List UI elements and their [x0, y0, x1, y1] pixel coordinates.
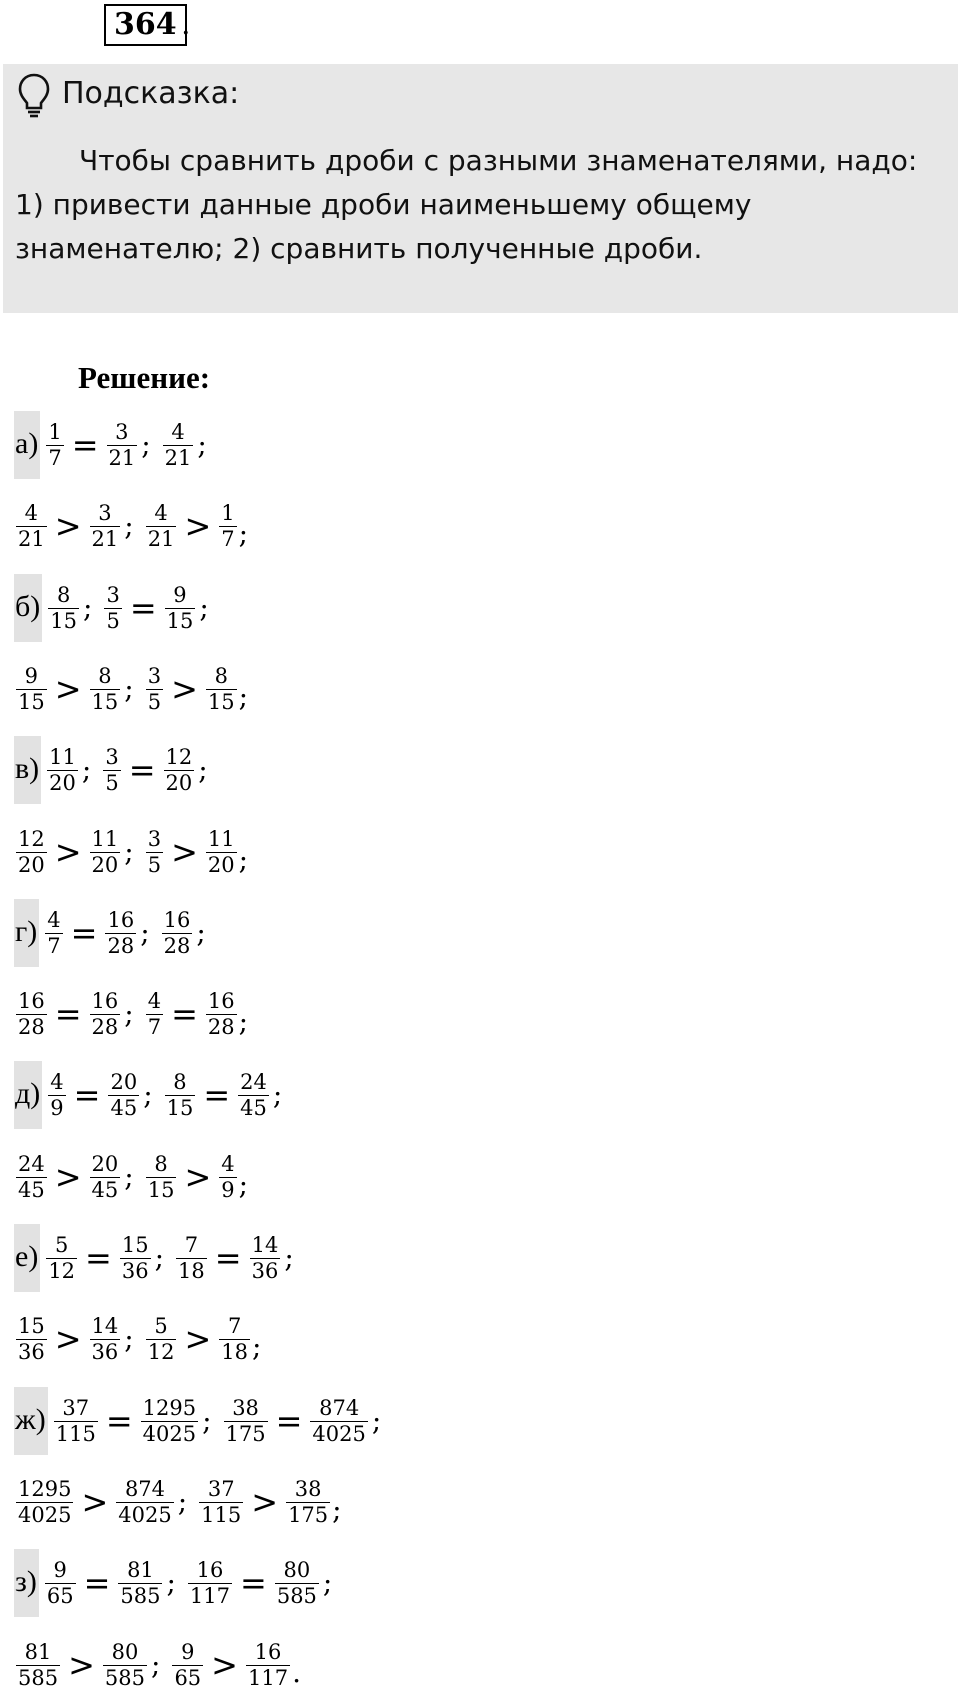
solution-row — [14, 1137, 258, 1217]
denominator: 5 — [106, 608, 120, 633]
fraction — [165, 1070, 196, 1121]
denominator: 7 — [48, 445, 62, 470]
numerator: 7 — [184, 1232, 199, 1257]
numerator: 37 — [207, 1476, 235, 1501]
separator: ; — [124, 997, 134, 1030]
denominator: 21 — [164, 445, 192, 470]
numerator: 9 — [173, 582, 187, 607]
numerator: 1 — [48, 419, 62, 444]
fraction — [275, 1558, 319, 1609]
solution-row — [14, 1299, 271, 1379]
end-punctuation: ; — [238, 680, 249, 713]
separator: ; — [284, 1241, 294, 1274]
numerator: 874 — [319, 1395, 360, 1420]
separator: ; — [198, 753, 208, 786]
item-letter: в) — [14, 736, 41, 804]
numerator: 1295 — [18, 1476, 72, 1501]
fraction — [90, 827, 121, 878]
denominator: 28 — [163, 933, 191, 958]
operator: > — [68, 1646, 95, 1684]
numerator: 37 — [62, 1395, 90, 1420]
denominator: 7 — [47, 933, 61, 958]
fraction — [16, 1477, 73, 1528]
fraction — [118, 1558, 162, 1609]
denominator: 5 — [147, 852, 162, 877]
fraction — [90, 1152, 121, 1203]
fraction — [146, 501, 177, 552]
denominator: 4025 — [142, 1421, 197, 1446]
fraction — [116, 1477, 173, 1528]
solution-row — [14, 1055, 292, 1135]
denominator: 45 — [110, 1095, 138, 1120]
operator: > — [171, 670, 198, 708]
denominator: 45 — [91, 1177, 119, 1202]
numerator: 9 — [53, 1557, 67, 1582]
item-letter: г) — [14, 899, 39, 967]
separator: ; — [124, 672, 134, 705]
fraction — [108, 1070, 139, 1121]
hint-line-3: знаменателю; 2) сравнить полученные дроби. — [15, 232, 703, 265]
fraction — [16, 501, 47, 552]
denominator: 28 — [107, 933, 135, 958]
denominator: 4025 — [18, 1502, 72, 1527]
denominator: 18 — [221, 1339, 248, 1364]
operator: > — [54, 833, 82, 871]
operator: > — [184, 1158, 212, 1196]
denominator: 12 — [147, 1339, 175, 1364]
numerator: 4 — [47, 907, 61, 932]
item-letter: а) — [14, 411, 40, 479]
numerator: 20 — [91, 1151, 119, 1176]
numerator: 7 — [227, 1313, 242, 1338]
solution-row — [14, 1218, 304, 1298]
fraction — [90, 664, 121, 715]
numerator: 12 — [165, 744, 193, 769]
numerator: 8 — [56, 582, 71, 607]
denominator: 15 — [91, 689, 119, 714]
separator: ; — [124, 1160, 134, 1193]
denominator: 585 — [18, 1665, 59, 1690]
numerator: 16 — [196, 1557, 224, 1582]
numerator: 16 — [18, 988, 45, 1013]
separator: ; — [322, 1566, 333, 1599]
denominator: 175 — [225, 1421, 266, 1446]
fraction — [90, 989, 121, 1040]
numerator: 5 — [54, 1232, 69, 1257]
fraction — [90, 1314, 121, 1365]
end-punctuation: ; — [332, 1493, 342, 1526]
fraction — [206, 827, 237, 878]
fraction — [176, 1233, 207, 1284]
operator: = — [203, 1076, 231, 1114]
numerator: 14 — [251, 1232, 279, 1257]
operator: = — [214, 1239, 242, 1277]
hint-line-2: 1) привести данные дроби наименьшему общему — [15, 188, 752, 221]
denominator: 20 — [165, 770, 193, 795]
solution-row — [14, 812, 258, 892]
solution-row — [14, 1625, 311, 1705]
operator: = — [54, 995, 82, 1033]
fraction — [164, 745, 195, 796]
fraction — [48, 583, 79, 634]
denominator: 36 — [251, 1258, 279, 1283]
numerator: 81 — [24, 1639, 52, 1664]
fraction — [146, 1152, 177, 1203]
numerator: 38 — [232, 1395, 259, 1420]
separator: ; — [199, 591, 209, 624]
denominator: 45 — [240, 1095, 267, 1120]
task-number-dot: . — [181, 7, 191, 42]
numerator: 4 — [24, 500, 39, 525]
denominator: 21 — [18, 526, 45, 551]
fraction — [90, 501, 121, 552]
solution-row — [14, 568, 219, 648]
denominator: 65 — [174, 1665, 202, 1690]
denominator: 15 — [50, 608, 77, 633]
numerator: 9 — [24, 663, 39, 688]
solution-row — [14, 1462, 352, 1542]
fraction — [199, 1477, 243, 1528]
fraction — [16, 1152, 47, 1203]
operator: = — [70, 914, 98, 952]
numerator: 16 — [107, 907, 135, 932]
numerator: 4 — [50, 1069, 64, 1094]
numerator: 24 — [240, 1069, 267, 1094]
denominator: 21 — [91, 526, 119, 551]
fraction — [45, 1558, 76, 1609]
fraction — [103, 1640, 147, 1691]
item-letter: б) — [14, 574, 42, 642]
numerator: 3 — [105, 744, 119, 769]
separator: ; — [202, 1404, 212, 1437]
denominator: 175 — [288, 1502, 329, 1527]
separator: ; — [371, 1404, 382, 1437]
denominator: 115 — [201, 1502, 242, 1527]
solution-title: Решение: — [78, 360, 211, 395]
fraction — [46, 420, 63, 471]
hint-title: Подсказка: — [62, 76, 240, 111]
numerator: 16 — [207, 988, 235, 1013]
denominator: 36 — [91, 1339, 119, 1364]
end-punctuation: ; — [238, 1005, 249, 1038]
hint-text — [15, 139, 955, 271]
numerator: 80 — [283, 1557, 311, 1582]
operator: > — [54, 507, 82, 545]
operator: = — [83, 1564, 111, 1602]
denominator: 20 — [18, 852, 45, 877]
fraction — [103, 745, 120, 796]
numerator: 8 — [173, 1069, 187, 1094]
numerator: 16 — [163, 907, 191, 932]
fraction — [188, 1558, 232, 1609]
numerator: 12 — [18, 826, 45, 851]
numerator: 8 — [214, 663, 228, 688]
fraction — [54, 1396, 98, 1447]
denominator: 20 — [207, 852, 235, 877]
denominator: 65 — [46, 1583, 74, 1608]
separator: ; — [197, 428, 207, 461]
fraction — [16, 827, 47, 878]
separator: ; — [124, 509, 134, 542]
lightbulb-icon — [17, 72, 51, 120]
fraction — [120, 1233, 151, 1284]
numerator: 11 — [91, 826, 119, 851]
denominator: 15 — [207, 689, 235, 714]
hint-panel — [3, 64, 958, 313]
separator: ; — [124, 835, 134, 868]
numerator: 3 — [115, 419, 129, 444]
numerator: 15 — [121, 1232, 149, 1257]
numerator: 4 — [154, 500, 168, 525]
numerator: 8 — [154, 1151, 168, 1176]
fraction — [16, 1314, 47, 1365]
numerator: 15 — [18, 1313, 45, 1338]
fraction — [165, 583, 196, 634]
fraction — [146, 827, 163, 878]
numerator: 4 — [147, 988, 162, 1013]
denominator: 21 — [147, 526, 175, 551]
end-punctuation: ; — [238, 843, 249, 876]
numerator: 3 — [106, 582, 120, 607]
numerator: 20 — [110, 1069, 138, 1094]
fraction — [238, 1070, 269, 1121]
denominator: 15 — [166, 1095, 194, 1120]
denominator: 36 — [18, 1339, 45, 1364]
denominator: 7 — [147, 1014, 162, 1039]
fraction — [219, 1314, 250, 1365]
numerator: 11 — [207, 826, 235, 851]
denominator: 20 — [91, 852, 119, 877]
denominator: 115 — [55, 1421, 96, 1446]
denominator: 15 — [147, 1177, 175, 1202]
denominator: 21 — [108, 445, 136, 470]
separator: ; — [177, 1485, 188, 1518]
item-letter: ж) — [14, 1387, 48, 1455]
operator: = — [128, 751, 156, 789]
fraction — [219, 501, 236, 552]
fraction — [16, 989, 47, 1040]
numerator: 874 — [124, 1476, 166, 1501]
denominator: 585 — [276, 1583, 317, 1608]
operator: = — [240, 1564, 267, 1602]
denominator: 4025 — [118, 1502, 172, 1527]
hint-line-1: Чтобы сравнить дроби с разными знаменателями, надо: — [79, 144, 918, 177]
denominator: 12 — [48, 1258, 76, 1283]
fraction — [107, 420, 138, 471]
fraction — [146, 1314, 177, 1365]
denominator: 45 — [18, 1177, 45, 1202]
denominator: 18 — [178, 1258, 205, 1283]
operator: > — [54, 670, 82, 708]
operator: = — [71, 426, 99, 464]
denominator: 9 — [221, 1177, 235, 1202]
separator: ; — [154, 1241, 165, 1274]
denominator: 28 — [91, 1014, 119, 1039]
solution-row — [14, 893, 216, 973]
solution-row — [14, 730, 218, 810]
operator: > — [171, 833, 198, 871]
numerator: 38 — [294, 1476, 322, 1501]
denominator: 117 — [189, 1583, 231, 1608]
task-number: 364 — [104, 4, 187, 46]
end-punctuation: . — [292, 1656, 301, 1689]
operator: > — [211, 1646, 238, 1684]
operator: > — [54, 1158, 82, 1196]
operator: > — [81, 1483, 109, 1521]
numerator: 11 — [49, 744, 76, 769]
fraction — [163, 420, 194, 471]
fraction — [172, 1640, 203, 1691]
fraction — [47, 745, 78, 796]
separator: ; — [166, 1566, 176, 1599]
separator: ; — [140, 916, 150, 949]
separator: ; — [141, 428, 151, 461]
numerator: 4 — [171, 419, 185, 444]
operator: = — [275, 1402, 303, 1440]
end-punctuation: ; — [238, 517, 249, 550]
fraction — [219, 1152, 236, 1203]
operator: = — [129, 589, 157, 627]
numerator: 3 — [147, 826, 162, 851]
denominator: 5 — [147, 689, 162, 714]
fraction — [206, 989, 237, 1040]
fraction — [105, 908, 136, 959]
denominator: 585 — [104, 1665, 145, 1690]
operator: > — [251, 1483, 279, 1521]
fraction — [146, 989, 163, 1040]
fraction — [48, 1070, 65, 1121]
numerator: 81 — [127, 1557, 154, 1582]
fraction — [46, 1233, 77, 1284]
separator: ; — [143, 1078, 153, 1111]
numerator: 8 — [98, 663, 112, 688]
numerator: 14 — [91, 1313, 119, 1338]
end-punctuation: ; — [238, 1168, 249, 1201]
fraction — [206, 664, 237, 715]
item-letter: д) — [14, 1061, 42, 1129]
denominator: 585 — [120, 1583, 161, 1608]
solution-row — [14, 405, 217, 485]
denominator: 7 — [221, 526, 235, 551]
numerator: 16 — [254, 1639, 282, 1664]
denominator: 36 — [121, 1258, 149, 1283]
fraction — [246, 1640, 290, 1691]
fraction — [250, 1233, 281, 1284]
denominator: 28 — [18, 1014, 45, 1039]
end-punctuation: ; — [252, 1330, 262, 1363]
fraction — [16, 1640, 60, 1691]
fraction — [286, 1477, 330, 1528]
numerator: 16 — [91, 988, 119, 1013]
fraction — [162, 908, 193, 959]
solution-row — [14, 1381, 391, 1461]
separator: ; — [124, 1322, 134, 1355]
denominator: 4025 — [312, 1421, 366, 1446]
numerator: 9 — [181, 1639, 195, 1664]
operator: > — [184, 507, 212, 545]
solution-row — [14, 486, 258, 566]
item-letter: з) — [14, 1549, 39, 1617]
separator: ; — [151, 1648, 161, 1681]
operator: > — [54, 1320, 82, 1358]
item-letter: е) — [14, 1224, 40, 1292]
separator: ; — [81, 753, 92, 786]
denominator: 117 — [247, 1665, 289, 1690]
numerator: 3 — [98, 500, 112, 525]
fraction — [45, 908, 62, 959]
numerator: 5 — [154, 1313, 168, 1338]
fraction — [146, 664, 163, 715]
operator: > — [184, 1320, 212, 1358]
operator: = — [105, 1402, 133, 1440]
denominator: 20 — [49, 770, 76, 795]
numerator: 4 — [221, 1151, 235, 1176]
fraction — [310, 1396, 367, 1447]
denominator: 15 — [166, 608, 194, 633]
denominator: 28 — [207, 1014, 235, 1039]
numerator: 80 — [111, 1639, 139, 1664]
numerator: 3 — [147, 663, 162, 688]
operator: = — [73, 1076, 101, 1114]
fraction — [104, 583, 121, 634]
separator: ; — [196, 916, 206, 949]
solution-row — [14, 1543, 342, 1623]
numerator: 1 — [221, 500, 235, 525]
numerator: 24 — [18, 1151, 45, 1176]
separator: ; — [83, 591, 93, 624]
fraction — [224, 1396, 268, 1447]
operator: = — [85, 1239, 112, 1277]
denominator: 9 — [50, 1095, 64, 1120]
numerator: 1295 — [142, 1395, 197, 1420]
denominator: 5 — [105, 770, 119, 795]
fraction — [16, 664, 47, 715]
fraction — [141, 1396, 198, 1447]
separator: ; — [272, 1078, 283, 1111]
denominator: 15 — [18, 689, 45, 714]
solution-row — [14, 974, 258, 1054]
operator: = — [171, 995, 198, 1033]
solution-row — [14, 649, 258, 729]
